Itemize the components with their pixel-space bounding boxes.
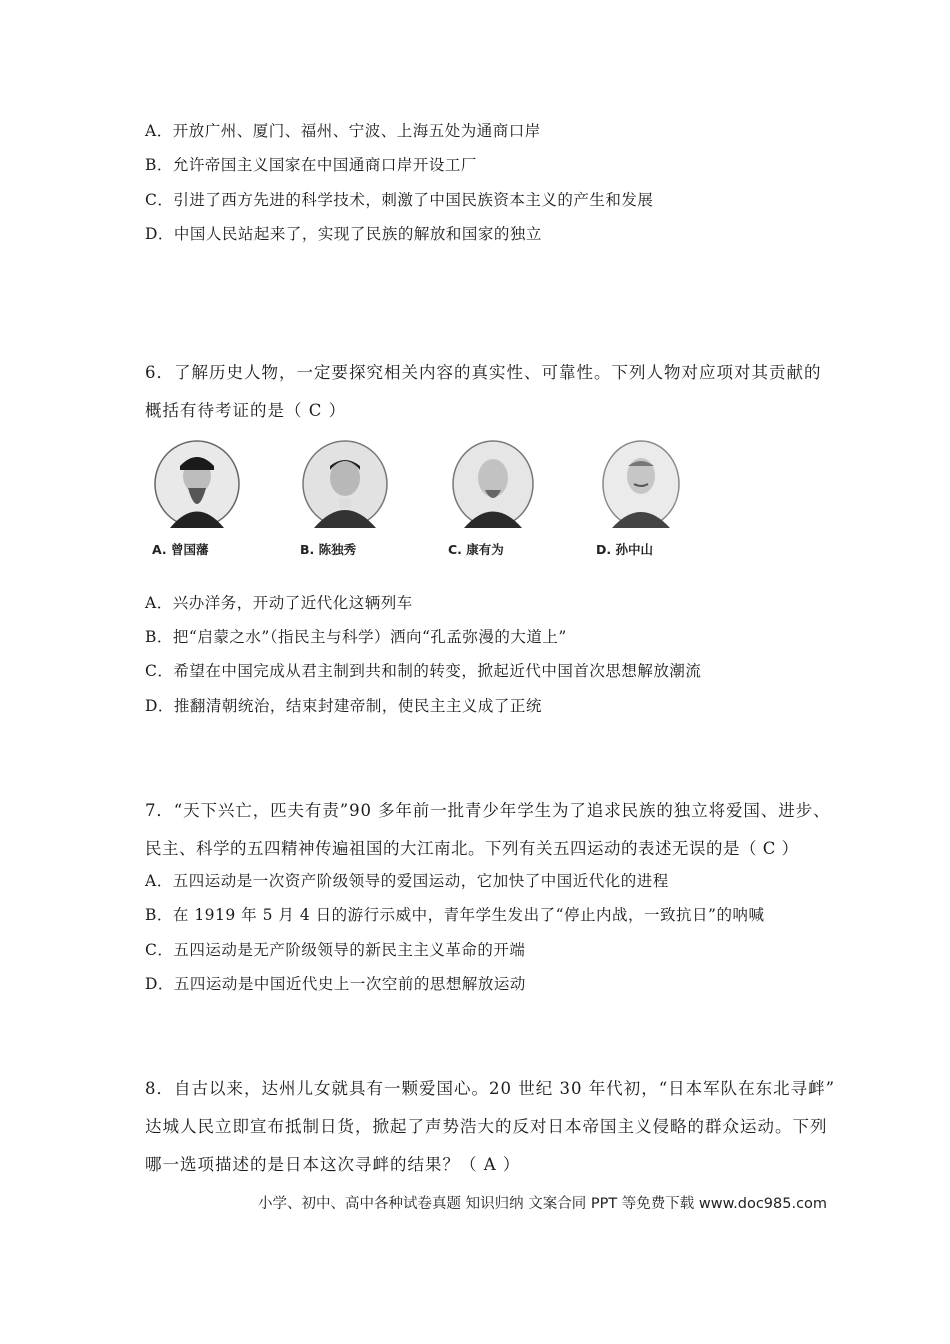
q6-stem-line1: 6．了解历史人物，一定要探究相关内容的真实性、可靠性。下列人物对应项对其贡献的 xyxy=(145,363,822,382)
portrait-b-caption: B. 陈独秀 xyxy=(300,542,357,557)
portrait-d xyxy=(594,440,689,560)
q7-option-c: C．五四运动是无产阶级领导的新民主主义革命的开端 xyxy=(145,941,526,959)
portrait-d-image xyxy=(594,440,689,535)
q7-stem-line2: 民主、科学的五四精神传遍祖国的大江南北。下列有关五四运动的表述无误的是（ C ） xyxy=(145,839,799,858)
portrait-c-caption: C. 康有为 xyxy=(448,542,504,557)
portrait-c xyxy=(446,440,541,560)
q8-stem-line1: 8．自古以来，达州儿女就具有一颗爱国心。20 世纪 30 年代初，“日本军队在东北寻衅” xyxy=(145,1079,836,1098)
q7-option-d: D．五四运动是中国近代史上一次空前的思想解放运动 xyxy=(145,975,526,993)
portrait-b xyxy=(298,440,393,560)
q5-option-c: C．引进了西方先进的科学技术，刺激了中国民族资本主义的产生和发展 xyxy=(145,191,654,209)
q6-portrait-row xyxy=(150,440,690,560)
portrait-b-image xyxy=(298,440,393,535)
footer-download-note: 小学、初中、高中各种试卷真题 知识归纳 文案合同 PPT 等免费下载 www.doc985.com xyxy=(258,1196,828,1212)
portrait-c-image xyxy=(446,440,541,535)
portrait-a-image xyxy=(150,440,245,535)
portrait-d-caption: D. 孙中山 xyxy=(596,542,653,557)
q6-option-c: C．希望在中国完成从君主制到共和制的转变，掀起近代中国首次思想解放潮流 xyxy=(145,662,702,680)
q6-option-a: A．兴办洋务，开动了近代化这辆列车 xyxy=(145,594,413,612)
q6-option-b: B．把“启蒙之水”（指民主与科学）洒向“孔孟弥漫的大道上” xyxy=(145,628,567,646)
q8-stem-line3: 哪一选项描述的是日本这次寻衅的结果？（ A ） xyxy=(145,1155,521,1174)
q8-stem-line2: 达城人民立即宣布抵制日货，掀起了声势浩大的反对日本帝国主义侵略的群众运动。下列 xyxy=(145,1117,828,1136)
q7-option-a: A．五四运动是一次资产阶级领导的爱国运动，它加快了中国近代化的进程 xyxy=(145,872,669,890)
q7-option-b: B．在 1919 年 5 月 4 日的游行示威中，青年学生发出了“停止内战，一致抗日”的呐喊 xyxy=(145,906,765,924)
q5-option-b: B．允许帝国主义国家在中国通商口岸开设工厂 xyxy=(145,156,477,174)
portrait-a-caption: A. 曾国藩 xyxy=(152,542,209,557)
q6-option-d: D．推翻清朝统治，结束封建帝制，使民主主义成了正统 xyxy=(145,697,542,715)
q5-option-a: A．开放广州、厦门、福州、宁波、上海五处为通商口岸 xyxy=(145,122,541,140)
q5-option-d: D．中国人民站起来了，实现了民族的解放和国家的独立 xyxy=(145,225,542,243)
portrait-a xyxy=(150,440,245,560)
q6-stem-line2: 概括有待考证的是（ C ） xyxy=(145,401,347,420)
q7-stem-line1: 7．“天下兴亡，匹夫有责”90 多年前一批青少年学生为了追求民族的独立将爱国、进步、 xyxy=(145,801,831,820)
